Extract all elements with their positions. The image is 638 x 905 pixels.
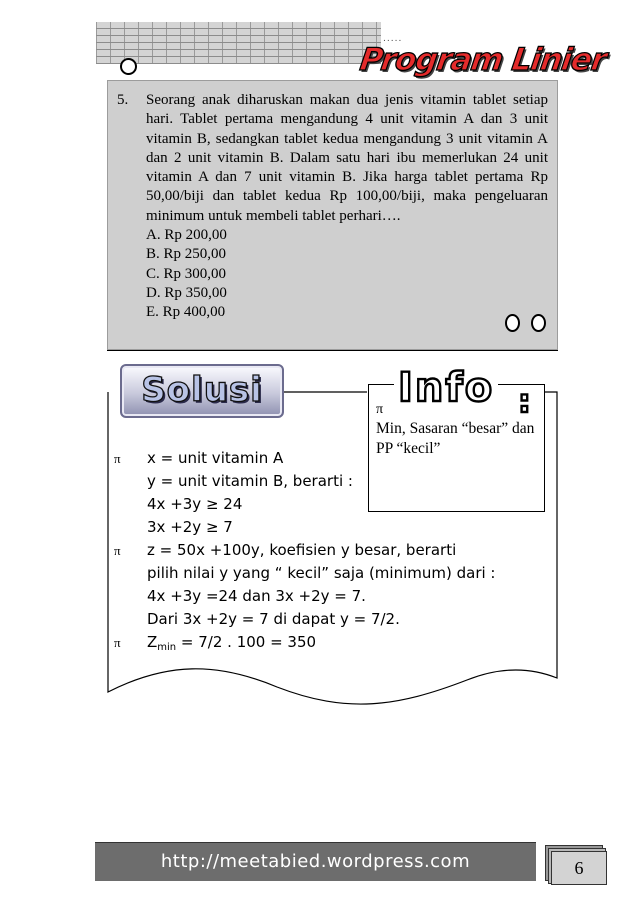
info-colon: : [518, 382, 531, 420]
solution-zmin-line [147, 633, 316, 651]
solusi-badge [120, 364, 284, 418]
question-number: 5. [117, 92, 129, 108]
question-circle-right [531, 314, 546, 332]
footer-bar [95, 842, 536, 881]
solution-line-1: x = unit vitamin A [147, 449, 284, 467]
zmin-subscript: min [157, 642, 177, 653]
solution-bullet-3: π [114, 635, 121, 650]
header-title: Program Linier [357, 42, 609, 78]
info-bullet: π [376, 402, 384, 417]
footer-url[interactable]: http://meetabied.wordpress.com [160, 851, 471, 872]
solution-line-6: pilih nilai y yang “ kecil” saja (minimum) dari : [147, 564, 496, 582]
solution-bullet-2: π [114, 543, 121, 558]
solution-bullet-1: π [114, 451, 121, 466]
solution-line-4: 3x +2y ≥ 7 [147, 518, 233, 536]
header-circle-decoration [120, 58, 137, 75]
option-a: A. Rp 200,00 [146, 227, 227, 244]
option-b: B. Rp 250,00 [146, 246, 227, 263]
solution-line-3: 4x +3y ≥ 24 [147, 495, 243, 513]
option-e: E. Rp 400,00 [146, 304, 226, 321]
header-brick-suffix: ..... [383, 34, 403, 44]
info-text: Min, Sasaran “besar” dan PP “kecil” [376, 420, 535, 457]
solution-line-5: z = 50x +100y, koefisien y besar, berarti [147, 541, 457, 559]
solution-line-8: Dari 3x +2y = 7 di dapat y = 7/2. [147, 610, 400, 628]
zmin-prefix: Z [147, 633, 158, 651]
solusi-title: Solusi [141, 370, 263, 410]
question-circle-left [505, 314, 520, 332]
solution-line-7: 4x +3y =24 dan 3x +2y = 7. [147, 587, 366, 605]
question-body [146, 91, 548, 323]
option-d: D. Rp 350,00 [146, 284, 227, 301]
option-c: C. Rp 300,00 [146, 265, 227, 282]
header-brick-decoration [96, 22, 381, 64]
page-number: 6 [551, 851, 607, 885]
question-text: Seorang anak diharuskan makan dua jenis vitamin tablet setiap hari. Tablet pertama mengandung 4 unit vitamin A dan 3 unit vitamin B, sedangkan tablet kedua mengandung 3 unit vitamin A dan 2 unit vitamin B. Dalam satu hari ibu memerlukan 24 unit vitamin A dan 7 unit vitamin B. Jika harga tablet pertama Rp 50,00/biji dan tablet kedua Rp 100,00/biji, maka pengeluaran minimum untuk membeli tablet perhari…. [146, 92, 548, 224]
section-divider [107, 350, 558, 351]
solution-line-2: y = unit vitamin B, berarti : [147, 472, 353, 490]
info-title: Info [394, 365, 498, 411]
zmin-rest: = 7/2 . 100 = 350 [176, 633, 317, 651]
